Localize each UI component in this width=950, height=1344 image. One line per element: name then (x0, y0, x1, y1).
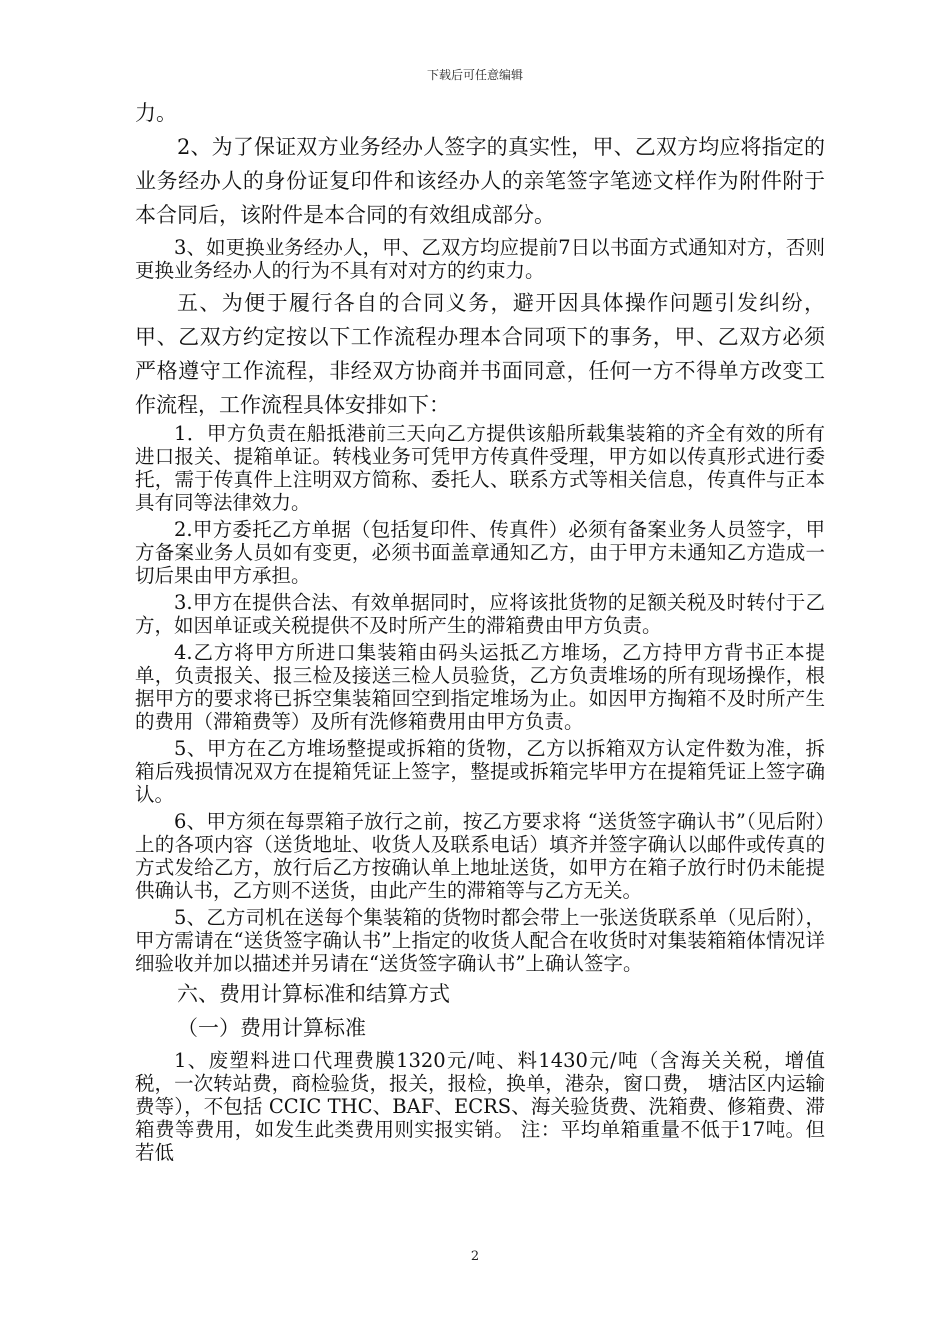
paragraph-workflow-1: 1．甲方负责在船抵港前三天向乙方提供该船所载集装箱的齐全有效的所有进口报关、提箱单证。转栈业务可凭甲方传真件受理，甲方如以传真形式进行委托，需于传真件上注明双方简称、委托人、联系方式等相关信息，传真件与正本具有同等法律效力。 (135, 422, 825, 514)
paragraph-workflow-5b: 5、乙方司机在送每个集装箱的货物时都会带上一张送货联系单（见后附），甲方需请在“送货签字确认书”上指定的收货人配合在收货时对集装箱箱体情况详细验收并加以描述并另请在“送货签字确认书”上确认签字。 (135, 906, 825, 975)
paragraph-continuation: 力。 (135, 101, 177, 125)
page-header: 下载后可任意编辑 (426, 68, 523, 82)
paragraph-clause-3: 3、如更换业务经办人，甲、乙双方均应提前7日以书面方式通知对方，否则更换业务经办人的行为不具有对对方的约束力。 (135, 236, 825, 282)
paragraph-workflow-4: 4.乙方将甲方所进口集装箱由码头运抵乙方堆场，乙方持甲方背书正本提单，负责报关、报三检及接送三检人员验货，乙方负责堆场的所有现场操作，根据甲方的要求将已拆空集装箱回空到指定堆场为止。如因甲方掏箱不及时所产生的费用（滞箱费等）及所有洗修箱费用由甲方负责。 (135, 641, 825, 733)
paragraph-workflow-6: 6、甲方须在每票箱子放行之前，按乙方要求将 “送货签字确认书”（见后附）上的各项内容（送货地址、收货人及联系电话）填齐并签字确认以邮件或传真的方式发给乙方，放行后乙方按确认单上地址送货，如甲方在箱子放行时仍未能提供确认书，乙方则不送货，由此产生的滞箱等与乙方无关。 (135, 810, 825, 902)
paragraph-workflow-5: 5、甲方在乙方堆场整提或拆箱的货物，乙方以拆箱双方认定件数为准，拆箱后残损情况双方在提箱凭证上签字，整提或拆箱完毕甲方在提箱凭证上签字确认。 (135, 737, 825, 806)
document-body (135, 96, 825, 1164)
page-number: 2 (470, 1249, 480, 1264)
paragraph-workflow-2: 2.甲方委托乙方单据（包括复印件、传真件）必须有备案业务人员签字，甲方备案业务人员如有变更，必须书面盖章通知乙方，由于甲方未通知乙方造成一切后果由甲方承担。 (135, 518, 825, 587)
paragraph-fee-1: 1、废塑料进口代理费膜1320元/吨、料1430元/吨（含海关关税，增值税，一次转站费，商检验货，报关，报检，换单，港杂，窗口费， 塘沽区内运输费等），不包括 CCIC THC、BAF、ECRS、海关验货费、洗箱费、修箱费、滞箱费等费用，如发生此类费用则实报实销。 注：平均单箱重量不低于17吨。但若低 (135, 1049, 825, 1164)
paragraph-workflow-3: 3.甲方在提供合法、有效单据同时，应将该批货物的足额关税及时转付于乙方，如因单证或关税提供不及时所产生的滞箱费由甲方负责。 (135, 591, 825, 637)
paragraph-clause-2: 2、为了保证双方业务经办人签字的真实性，甲、乙双方均应将指定的业务经办人的身份证复印件和该经办人的亲笔签字笔迹文样作为附件附于本合同后，该附件是本合同的有效组成部分。 (135, 135, 825, 227)
paragraph-section-5: 五、为便于履行各自的合同义务，避开因具体操作问题引发纠纷，甲、乙双方约定按以下工作流程办理本合同项下的事务，甲、乙双方必须严格遵守工作流程，非经双方协商并书面同意，任何一方不得单方改变工作流程，工作流程具体安排如下： (135, 291, 825, 417)
heading-subsection-1: （一）费用计算标准 (177, 1016, 366, 1040)
heading-section-6: 六、费用计算标准和结算方式 (177, 982, 450, 1006)
